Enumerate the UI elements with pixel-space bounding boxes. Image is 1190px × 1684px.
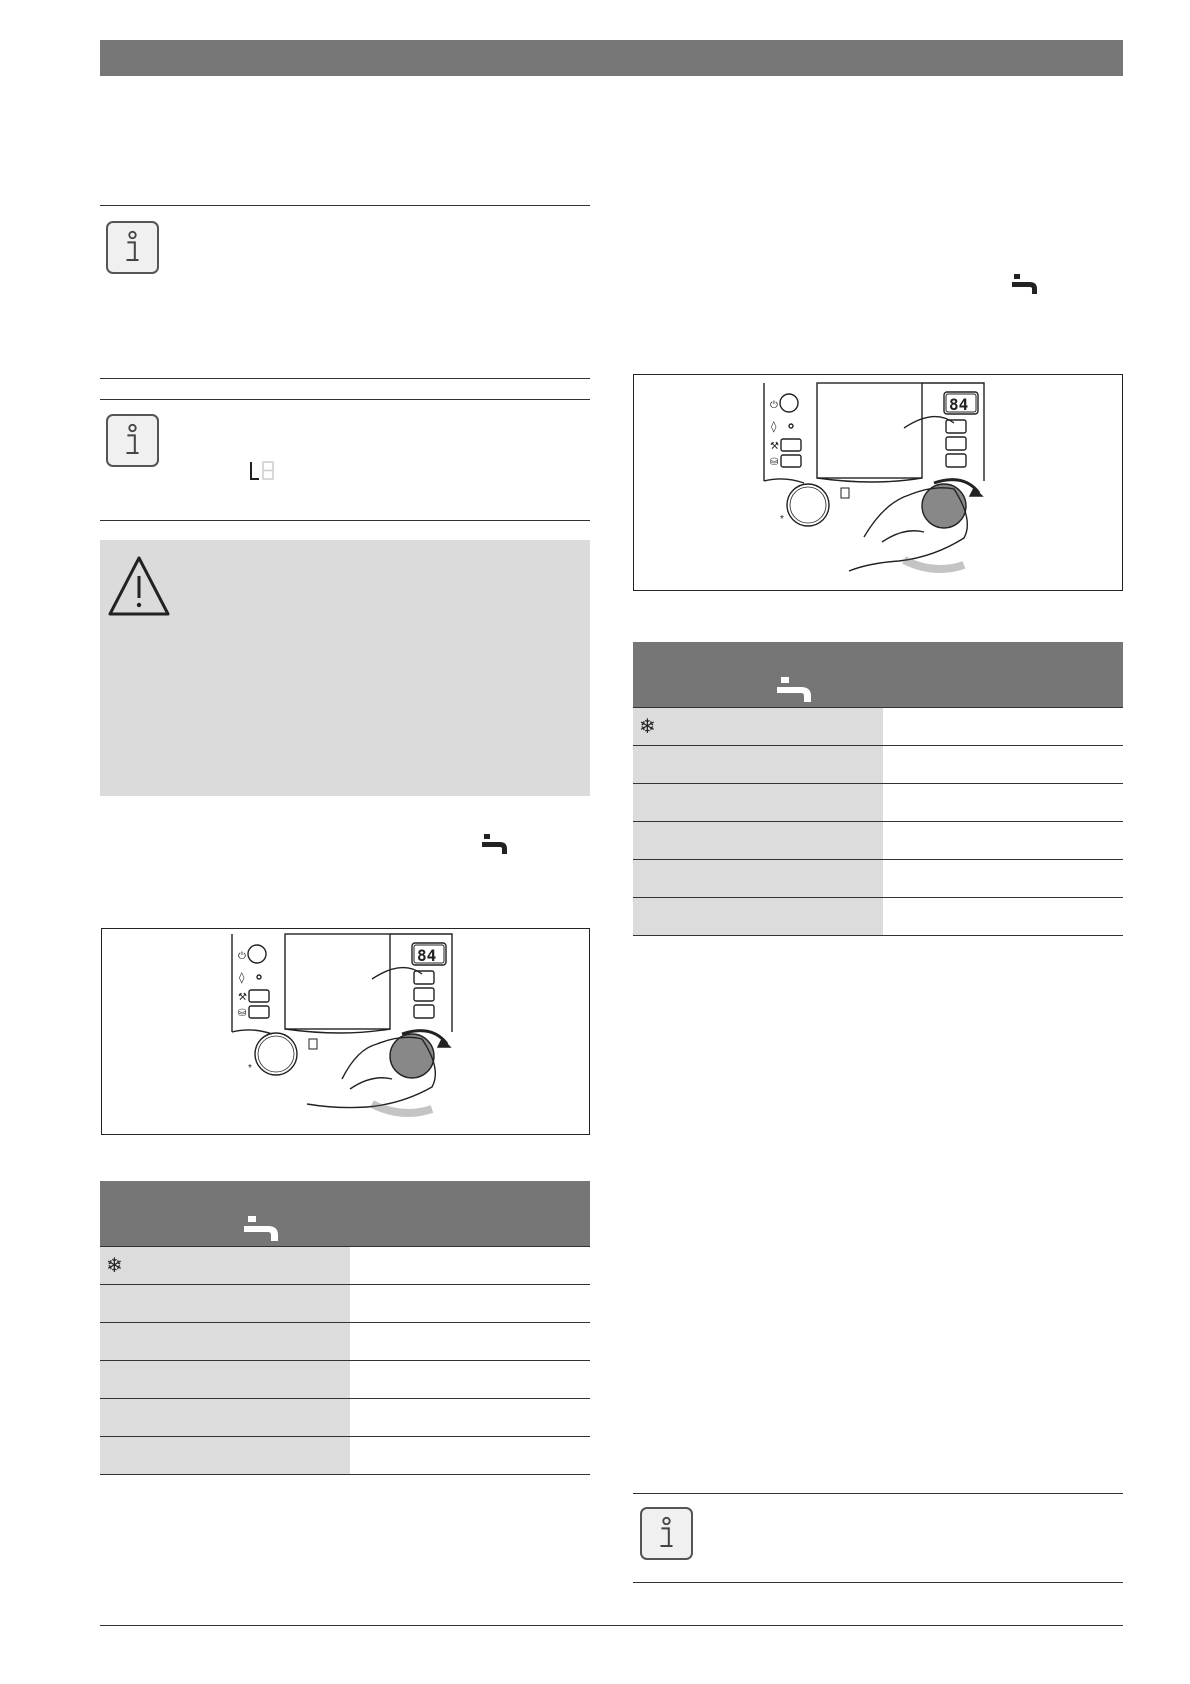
warning-panel — [100, 540, 590, 796]
table-cell-label — [100, 1323, 350, 1361]
table-cell-value — [883, 822, 1123, 860]
figure-left — [101, 928, 590, 1135]
note3-bottom-rule — [633, 1582, 1123, 1583]
table-cell-value — [883, 860, 1123, 898]
table-cell-label — [633, 746, 883, 784]
table-row — [100, 1247, 590, 1285]
table-cell-label — [100, 1437, 350, 1475]
figure-right — [633, 374, 1123, 591]
info-icon — [106, 414, 159, 467]
svg-text:⚒: ⚒ — [770, 441, 779, 452]
svg-text:◊: ◊ — [771, 420, 777, 433]
table-cell-value — [350, 1361, 590, 1399]
table-row — [633, 860, 1123, 898]
table-cell-value — [883, 784, 1123, 822]
table-cell-value — [350, 1437, 590, 1475]
table-cell-value — [350, 1323, 590, 1361]
svg-text:⛁: ⛁ — [238, 1008, 247, 1019]
svg-text:⛁: ⛁ — [770, 457, 779, 468]
info-icon — [640, 1507, 693, 1560]
info-icon — [106, 221, 159, 274]
tap-icon — [480, 832, 510, 856]
note3-top-rule — [633, 1493, 1123, 1494]
table-row — [100, 1399, 590, 1437]
snowflake-icon: ❄ — [639, 716, 656, 738]
control-panel-illustration — [634, 375, 1122, 590]
table-cell-value — [350, 1247, 590, 1285]
table-cell-label — [100, 1361, 350, 1399]
svg-text:◊: ◊ — [239, 971, 245, 984]
table-cell-label — [633, 860, 883, 898]
table-cell-value — [350, 1285, 590, 1323]
table-row — [100, 1437, 590, 1475]
note1-bottom-rule — [100, 378, 590, 379]
tap-icon — [1010, 272, 1040, 296]
table-row — [100, 1285, 590, 1323]
table-cell-label — [633, 898, 883, 936]
table-row — [100, 1361, 590, 1399]
table-cell-label — [633, 784, 883, 822]
table-row — [633, 746, 1123, 784]
svg-text:*: * — [780, 514, 784, 525]
note1-top-rule — [100, 205, 590, 206]
display-reading-left: 84 — [417, 946, 437, 965]
control-panel-illustration — [102, 929, 589, 1134]
table-row — [100, 1323, 590, 1361]
table-cell-label — [100, 1399, 350, 1437]
display-reading-right: 84 — [949, 395, 969, 414]
table-cell-value — [883, 746, 1123, 784]
page-footer-rule — [100, 1625, 1123, 1626]
note2-bottom-rule — [100, 520, 590, 521]
table-cell-label — [100, 1285, 350, 1323]
table-row — [633, 898, 1123, 936]
table-row — [633, 822, 1123, 860]
table-header-row — [100, 1181, 590, 1247]
page-header-bar — [100, 40, 1123, 76]
snowflake-icon: ❄ — [106, 1255, 123, 1277]
table-row — [633, 708, 1123, 746]
svg-text:⏻: ⏻ — [770, 400, 778, 411]
table-cell-label — [633, 822, 883, 860]
note2-top-rule — [100, 399, 590, 400]
svg-text:*: * — [248, 1063, 252, 1074]
table-header-row — [633, 642, 1123, 708]
display-code-glyph — [248, 460, 278, 482]
table-cell-value — [350, 1399, 590, 1437]
table-right — [633, 642, 1123, 936]
warning-triangle-icon — [106, 554, 172, 618]
svg-text:⏻: ⏻ — [238, 951, 246, 962]
table-row — [633, 784, 1123, 822]
tap-icon — [775, 675, 815, 703]
table-cell-value — [883, 708, 1123, 746]
svg-text:⚒: ⚒ — [238, 992, 247, 1003]
table-left — [100, 1181, 590, 1475]
tap-icon — [242, 1214, 282, 1242]
table-cell-value — [883, 898, 1123, 936]
